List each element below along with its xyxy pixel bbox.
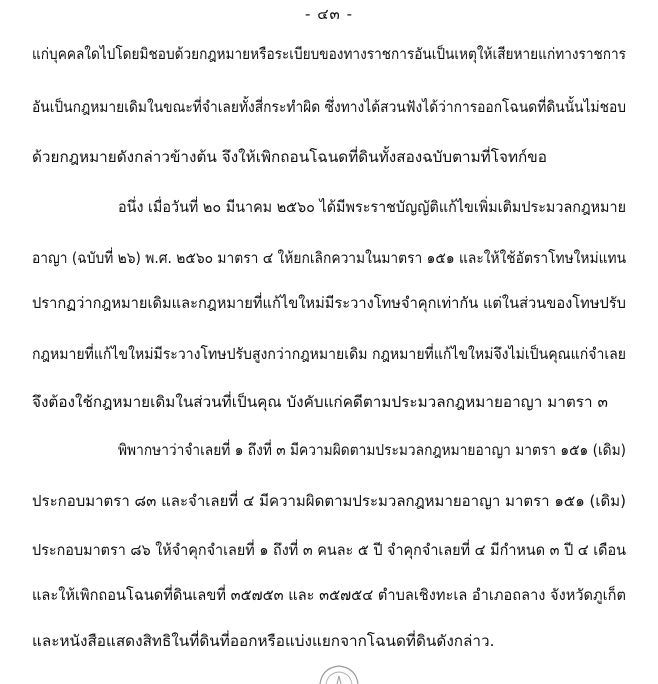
line-7-text: กฎหมายที่แก้ไขใหม่มีระวางโทษปรับสูงกว่ากฎหมายเดิม กฎหมายที่แก้ไขใหม่จึงไม่เป็นคุณแก่จำเลย [32, 345, 626, 363]
line-3 [32, 147, 547, 167]
court-seal-icon [318, 664, 360, 684]
line-4 [118, 197, 658, 217]
line-6 [32, 293, 652, 313]
line-9-text: พิพากษาว่าจำเลยที่ ๑ ถึงที่ ๓ มีความผิดตามประมวลกฎหมายอาญา มาตรา ๑๕๑ (เดิม) [118, 441, 626, 459]
line-6-text: ปรากฏว่ากฎหมายเดิมและกฎหมายที่แก้ไขใหม่มีระวางโทษจำคุกเท่ากัน แต่ในส่วนของโทษปรับ [32, 294, 626, 312]
line-11 [32, 540, 658, 560]
line-5-text: อาญา (ฉบับที่ ๒๖) พ.ศ. ๒๕๖๐ มาตรา ๔ ให้ยกเลิกความในมาตรา ๑๕๑ และให้ใช้อัตราโทษใหม่แทน [32, 249, 626, 267]
line-5 [32, 248, 658, 268]
line-8 [32, 392, 608, 412]
line-12 [32, 585, 654, 605]
line-8-text: จึงต้องใช้กฎหมายเดิมในส่วนที่เป็นคุณ บังคับแก่คดีตามประมวลกฎหมายอาญา มาตรา ๓ [32, 393, 608, 411]
line-13-text: และหนังสือแสดงสิทธิในที่ดินที่ออกหรือแบ่งแยกจากโฉนดที่ดินดังกล่าว. [32, 632, 495, 650]
line-10 [32, 491, 638, 511]
line-13 [32, 631, 494, 651]
line-12-text: และให้เพิกถอนโฉนดที่ดินเลขที่ ๓๕๗๕๓ และ ๓๕๗๕๔ ตำบลเชิงทะเล อำเภอถลาง จังหวัดภูเก็ต [32, 586, 626, 604]
line-1 [32, 44, 658, 64]
line-7 [32, 344, 658, 364]
line-11-text: ประกอบมาตรา ๘๖ ให้จำคุกจำเลยที่ ๑ ถึงที่ ๓ คนละ ๕ ปี จำคุกจำเลยที่ ๔ มีกำหนด ๓ ปี ๔ เดือน [32, 541, 626, 559]
line-9 [118, 440, 658, 460]
line-4-text: อนึ่ง เมื่อวันที่ ๒๐ มีนาคม ๒๕๖๐ ได้มีพระราชบัญญัติแก้ไขเพิ่มเติมประมวลกฎหมาย [118, 198, 626, 216]
line-2 [32, 97, 658, 117]
page-number: - ๔๓ - [305, 5, 353, 23]
line-10-text: ประกอบมาตรา ๘๓ และจำเลยที่ ๔ มีความผิดตามประมวลกฎหมายอาญา มาตรา ๑๕๑ (เดิม) [32, 492, 626, 510]
line-3-text: ด้วยกฎหมายดังกล่าวข้างต้น จึงให้เพิกถอนโฉนดที่ดินทั้งสองฉบับตามที่โจทก์ขอ [32, 148, 547, 166]
line-1-text: แก่บุคคลใดไปโดยมิชอบด้วยกฎหมายหรือระเบียบของทางราชการอันเป็นเหตุให้เสียหายแก่ทางราชการ [32, 45, 626, 63]
line-2-text: อันเป็นกฎหมายเดิมในขณะที่จำเลยทั้งสี่กระทำผิด ซึ่งทางได้สวนฟังได้ว่าการออกโฉนดที่ดินนั้นไม่ชอบ [32, 98, 626, 116]
